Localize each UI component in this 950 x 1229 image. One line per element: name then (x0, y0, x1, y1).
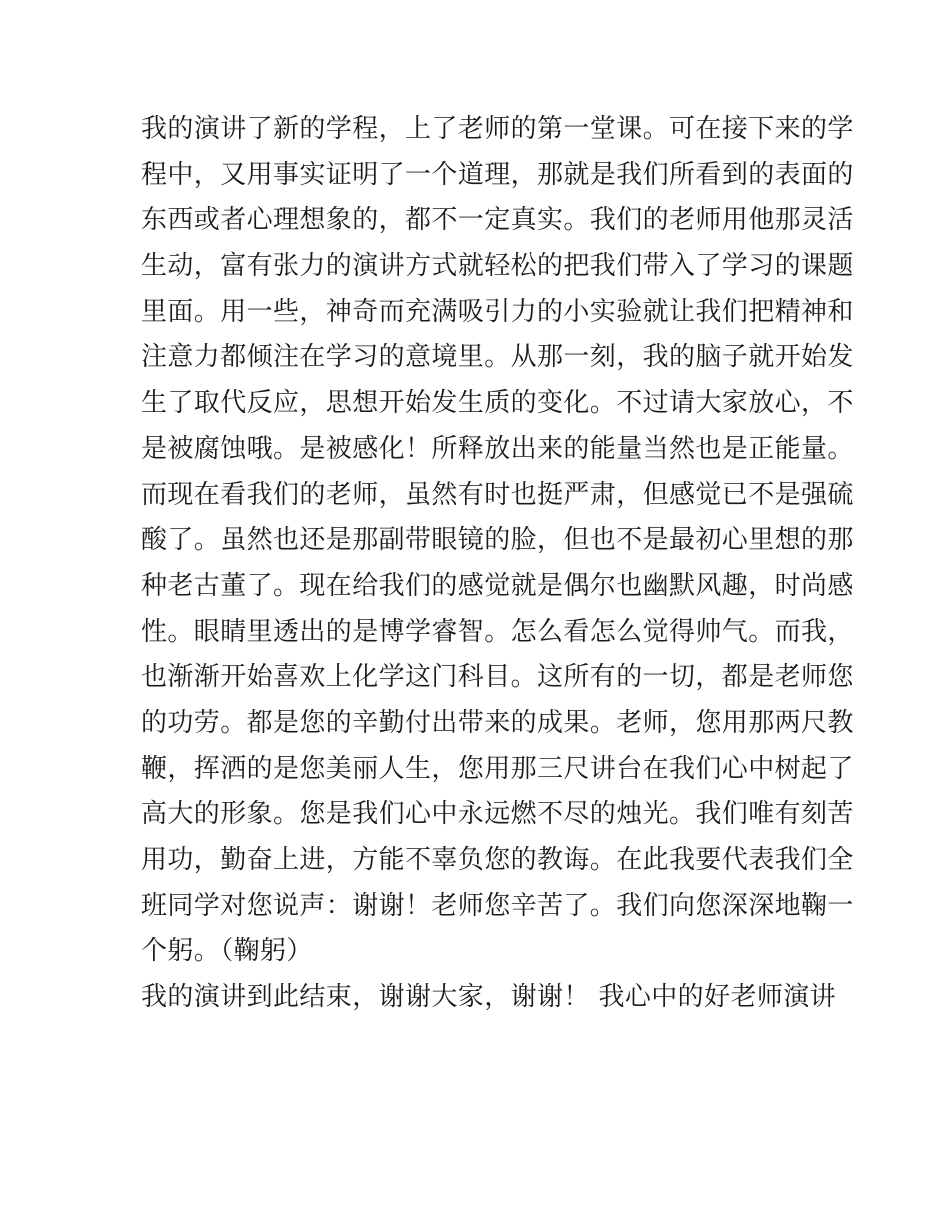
text-line: 用功，勤奋上进，方能不辜负您的教诲。在此我要代表我们全 (141, 845, 854, 875)
text-line: 生了取代反应，思想开始发生质的变化。不过请大家放心，不 (141, 388, 854, 419)
text-line: 种老古董了。现在给我们的感觉就是偶尔也幽默风趣，时尚感 (141, 570, 854, 601)
text-line: 高大的形象。您是我们心中永远燃不尽的烛光。我们唯有刻苦 (141, 799, 854, 830)
text-line: 性。眼睛里透出的是博学睿智。怎么看怎么觉得帅气。而我， (141, 616, 854, 647)
text-line: 程中，又用事实证明了一个道理，那就是我们所看到的表面的 (141, 159, 854, 190)
text-line: 酸了。虽然也还是那副带眼镜的脸，但也不是最初心里想的那 (141, 525, 854, 556)
text-line: 生动，富有张力的演讲方式就轻松的把我们带入了学习的课题 (141, 251, 854, 282)
text-line: 班同学对您说声：谢谢！老师您辛苦了。我们向您深深地鞠一 (141, 890, 854, 921)
document-body (141, 107, 854, 1021)
text-line: 鞭，挥洒的是您美丽人生，您用那三尺讲台在我们心中树起了 (141, 753, 854, 784)
text-line: 东西或者心理想象的，都不一定真实。我们的老师用他那灵活 (141, 205, 854, 236)
text-line: 注意力都倾注在学习的意境里。从那一刻，我的脑子就开始发 (141, 342, 854, 373)
text-line: 我的演讲了新的学程，上了老师的第一堂课。可在接下来的学 (141, 114, 854, 144)
text-line: 我的演讲到此结束，谢谢大家，谢谢！ 我心中的好老师演讲 (141, 982, 837, 1013)
text-line: 里面。用一些，神奇而充满吸引力的小实验就让我们把精神和 (141, 296, 854, 327)
text-line: 的功劳。都是您的辛勤付出带来的成果。老师，您用那两尺教 (141, 707, 854, 738)
text-line: 也渐渐开始喜欢上化学这门科目。这所有的一切，都是老师您 (141, 662, 854, 693)
text-line: 个躬。（鞠躬） (141, 936, 313, 967)
text-line: 是被腐蚀哦。是被感化！所释放出来的能量当然也是正能量。 (141, 433, 854, 464)
text-line: 而现在看我们的老师，虽然有时也挺严肃，但感觉已不是强硫 (141, 479, 854, 510)
